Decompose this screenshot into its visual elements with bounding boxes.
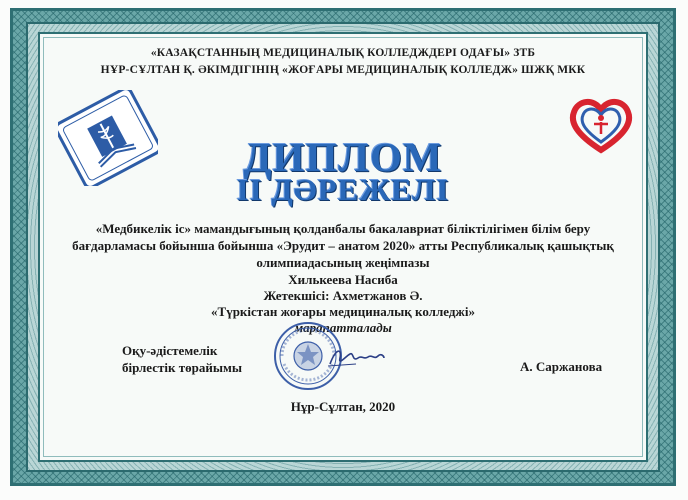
signature-icon	[326, 344, 388, 375]
supervisor-line: Жетекшісі: Ахметжанов Ә.	[263, 288, 423, 303]
signatory-name: А. Саржанова	[520, 359, 603, 374]
signatory-title-line-2: бірлестік төрайымы	[122, 360, 243, 375]
place-date: Нұр-Сұлтан, 2020	[290, 399, 396, 414]
body-line-3: олимпиадасының жеңімпазы	[256, 255, 430, 270]
body-line-2: бағдарламасы бойынша бойынша «Эрудит – анатом 2020» атты Республикалық қашықтық	[72, 238, 614, 253]
diploma-degree: II ДӘРЕЖЕЛІ	[236, 172, 450, 207]
recipient-name: Хилькеева Насиба	[288, 272, 398, 287]
body-line-1: «Медбикелік іс» мамандығының қолданбалы бакалавриат біліктілігімен білім беру	[95, 221, 591, 236]
header-line-1: «КАЗАҚСТАННЫҢ МЕДИЦИНАЛЫҚ КОЛЛЕДЖДЕРІ ОДАҒЫ» ЗТБ	[150, 47, 536, 59]
awarded-line: марапатталады	[294, 320, 392, 335]
diploma-title: ДИПЛОМ	[243, 134, 443, 180]
institution-line: «Түркістан жоғары медициналық колледжі»	[211, 304, 475, 319]
signatory-title-line-1: Оқу-әдістемелік	[122, 343, 218, 358]
header-line-2: НҰР-СҰЛТАН Қ. ӘКІМДІГІНІҢ «ЖОҒАРЫ МЕДИЦИНАЛЫҚ КОЛЛЕДЖ» ШЖҚ МКК	[100, 64, 586, 76]
signatory-title	[122, 342, 242, 376]
